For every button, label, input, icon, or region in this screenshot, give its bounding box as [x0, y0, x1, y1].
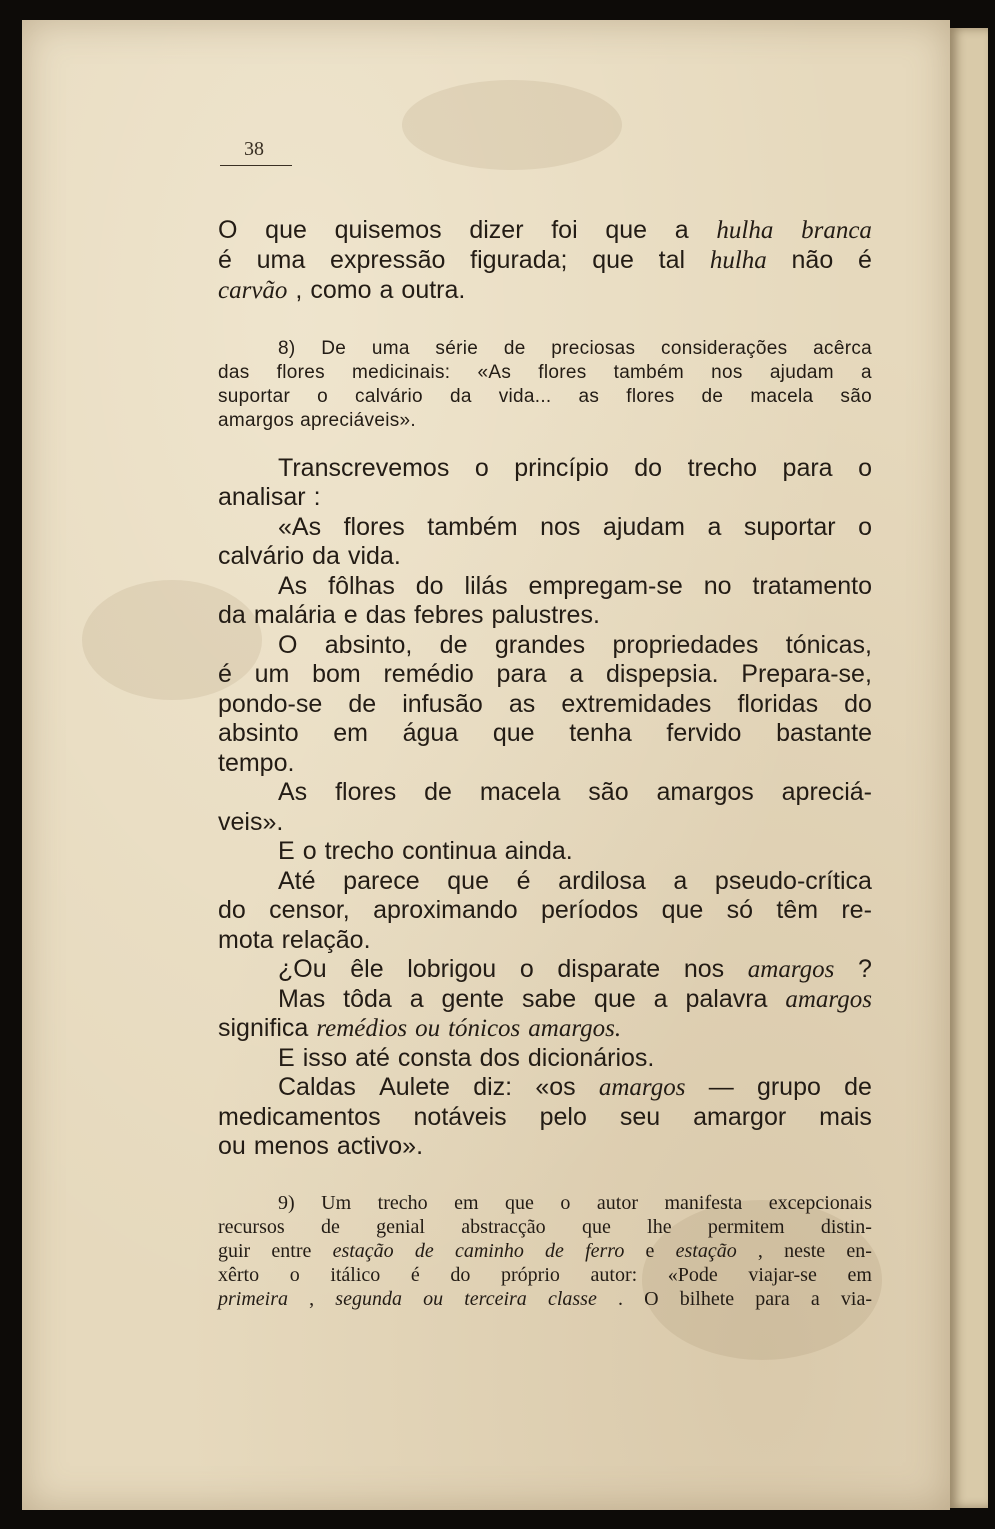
text-line [218, 216, 872, 245]
word: hulha [709, 247, 767, 274]
word: Até [278, 867, 316, 895]
word: o [519, 955, 534, 983]
word: en- [846, 1240, 872, 1262]
word: , [309, 1288, 315, 1310]
word: parece [343, 867, 420, 895]
word: do [844, 690, 872, 718]
word: amargor [693, 1103, 787, 1131]
word: , [295, 276, 303, 304]
word: relação. [281, 926, 371, 954]
word: de [701, 386, 724, 407]
word: — [708, 1073, 734, 1101]
word: de [320, 1216, 340, 1238]
word: flores [276, 362, 325, 383]
word: um [254, 660, 290, 688]
text-line [218, 808, 872, 837]
word: hulha [716, 217, 774, 244]
word: mais [819, 1103, 872, 1131]
word: apreciá- [781, 778, 872, 806]
word: lhe [647, 1216, 672, 1238]
word: veis». [218, 808, 284, 836]
word: de [348, 690, 377, 718]
word: excepcionais [768, 1192, 872, 1214]
word: distin- [820, 1216, 872, 1238]
word: tal [658, 246, 686, 274]
text-line [278, 513, 872, 542]
word: de [424, 778, 452, 806]
text-line [278, 1044, 872, 1073]
word: fervido [666, 719, 742, 747]
word: trecho [377, 1192, 428, 1214]
word: trecho [324, 837, 395, 865]
word: dispepsia. [605, 660, 719, 688]
word: genial [376, 1216, 425, 1238]
text-line [278, 837, 872, 866]
word: no [703, 572, 732, 600]
text-line [218, 386, 872, 408]
word: viajar-se [748, 1264, 817, 1286]
word: re- [841, 896, 872, 924]
word: . [617, 1288, 623, 1310]
word: macela [479, 778, 561, 806]
word: seu [619, 1103, 661, 1131]
word: bastante [776, 719, 872, 747]
word: expressão [330, 246, 446, 274]
word: amargos [747, 956, 835, 983]
word: o [858, 454, 872, 482]
word: segunda [335, 1288, 402, 1310]
text-line [278, 572, 872, 601]
word: ou [415, 1015, 441, 1042]
word: febres [414, 601, 484, 629]
word: calvário [355, 386, 423, 407]
word: tratamento [752, 572, 872, 600]
word: amargos [218, 410, 295, 431]
word: floridas [737, 690, 819, 718]
word: que [661, 896, 704, 924]
word: amargos. [528, 1015, 622, 1042]
word: série [435, 338, 479, 359]
word: branca [801, 217, 872, 244]
word: autor: [590, 1264, 638, 1286]
word: a [379, 276, 394, 304]
word: e [645, 1240, 655, 1262]
word: analisar [218, 483, 306, 511]
word: via- [840, 1288, 872, 1310]
word: mota [218, 926, 274, 954]
word: são [588, 778, 629, 806]
text-line [218, 483, 872, 512]
text-line [218, 410, 872, 432]
word: consta [397, 1044, 472, 1072]
word: para [782, 454, 833, 482]
text-line [218, 1264, 872, 1287]
text-line [278, 454, 872, 483]
word: «os [535, 1073, 576, 1101]
word: : [313, 483, 321, 511]
word: aproximando [373, 896, 518, 924]
word: estação [332, 1240, 394, 1262]
word: a [861, 362, 872, 383]
word: nos [683, 955, 725, 983]
page-number: 38 [244, 138, 264, 160]
text-line [218, 1103, 872, 1132]
word: a [707, 513, 722, 541]
word: notáveis [413, 1103, 507, 1131]
word: tónicos [448, 1015, 521, 1042]
text-line [218, 926, 872, 955]
word: princípio [514, 454, 609, 482]
text-line [278, 338, 872, 360]
text-line [278, 985, 872, 1014]
word: Transcrevemos [278, 454, 450, 482]
word: são [840, 386, 872, 407]
word: primeira [218, 1288, 288, 1310]
text-line [218, 1132, 872, 1161]
word: o [560, 1192, 571, 1214]
word: absinto, [324, 631, 413, 659]
word: em [847, 1264, 872, 1286]
word: é [516, 867, 531, 895]
text-line [218, 601, 872, 630]
word: estação [675, 1240, 737, 1262]
word: figurada; [470, 246, 568, 274]
word: malária [253, 601, 336, 629]
text-line [218, 749, 872, 778]
word: O [278, 631, 298, 659]
word: da [449, 386, 472, 407]
word: flores [626, 386, 675, 407]
word: extremidades [561, 690, 712, 718]
word: De [321, 338, 347, 359]
word: nos [540, 513, 581, 541]
word: para [755, 1288, 790, 1310]
word: só [726, 896, 754, 924]
word: caminho [454, 1240, 524, 1262]
word: e [343, 601, 358, 629]
word: tenha [569, 719, 632, 747]
word: terceira [464, 1288, 527, 1310]
word: ou [423, 1288, 444, 1310]
word: a [674, 216, 689, 244]
word: suportar [743, 513, 836, 541]
text-line [218, 1216, 872, 1239]
word: bilhete [679, 1288, 735, 1310]
word: de [439, 631, 468, 659]
word: a [409, 985, 424, 1013]
word: neste [784, 1240, 826, 1262]
word: amargos [785, 986, 872, 1013]
word: grandes [494, 631, 586, 659]
word: carvão [218, 277, 288, 304]
word: de [545, 1240, 564, 1262]
paper-stain [402, 80, 622, 170]
word: quisemos [334, 216, 442, 244]
word: como [310, 276, 372, 304]
word: que [605, 216, 648, 244]
word: a [673, 867, 688, 895]
word: infusão [402, 690, 483, 718]
word: censor, [269, 896, 350, 924]
word: preciosas [551, 338, 636, 359]
word: macela [750, 386, 814, 407]
word: Aulete [379, 1073, 450, 1101]
word: remédios [316, 1015, 408, 1042]
word: grupo [756, 1073, 821, 1101]
word: Prepara-se, [741, 660, 872, 688]
word: propriedades [612, 631, 759, 659]
word: manifesta [664, 1192, 743, 1214]
word: também [613, 362, 685, 383]
word: Um [321, 1192, 352, 1214]
word: palavra [685, 985, 768, 1013]
word: que [505, 1192, 534, 1214]
word: uma [256, 246, 306, 274]
word: remédio [383, 660, 474, 688]
word: amargos [656, 778, 754, 806]
word: outra. [401, 276, 466, 304]
word: tónicas, [785, 631, 872, 659]
word: próprio [501, 1264, 560, 1286]
text-line [218, 896, 872, 925]
text-line [218, 1240, 872, 1263]
word: do [415, 572, 444, 600]
word: de [503, 338, 526, 359]
word: não [791, 246, 834, 274]
word: também [427, 513, 518, 541]
word: períodos [540, 896, 639, 924]
word: que [265, 216, 307, 244]
word: pondo-se [218, 690, 323, 718]
word: As [278, 778, 308, 806]
word: do [450, 1264, 471, 1286]
text-line [278, 778, 872, 807]
word: em [454, 1192, 479, 1214]
word: xêrto [218, 1264, 260, 1286]
word: da [312, 542, 340, 570]
word: isso [302, 1044, 348, 1072]
word: pelo [539, 1103, 587, 1131]
word: Caldas [278, 1073, 356, 1101]
text-line [278, 955, 872, 984]
text-line [218, 1014, 872, 1043]
word: flores [335, 778, 397, 806]
word: o [317, 386, 329, 407]
word: «As [278, 513, 322, 541]
word: suportar [218, 386, 291, 407]
word: é [858, 246, 872, 274]
word: considerações [661, 338, 788, 359]
word: a [653, 985, 668, 1013]
word: dizer [469, 216, 524, 244]
word: abstracção [461, 1216, 546, 1238]
text-line [218, 362, 872, 384]
word: ¿Ou [278, 955, 327, 983]
word: activo». [336, 1132, 424, 1160]
word: do [218, 896, 246, 924]
word: dicionários. [527, 1044, 655, 1072]
word: autor [596, 1192, 638, 1214]
word: das [365, 601, 407, 629]
word: flores [538, 362, 587, 383]
word: o [302, 837, 317, 865]
word: flores [343, 513, 405, 541]
word: de [414, 1240, 434, 1262]
word: lobrigou [407, 955, 497, 983]
word: acêrca [813, 338, 872, 359]
word: têm [776, 896, 819, 924]
text-line [278, 1192, 872, 1215]
word: o [858, 513, 872, 541]
word: de [844, 1073, 872, 1101]
word: medicamentos [218, 1103, 381, 1131]
word: foi [551, 216, 578, 244]
word: fôlhas [328, 572, 395, 600]
word: O [218, 216, 238, 244]
word: água [402, 719, 459, 747]
word: a [810, 1288, 820, 1310]
word: menos [253, 1132, 329, 1160]
text-line [218, 719, 872, 748]
word: é [218, 246, 232, 274]
word: do [634, 454, 663, 482]
word: apreciáveis». [300, 410, 416, 431]
word: o [474, 454, 489, 482]
word: palustres. [491, 601, 600, 629]
word: que [592, 246, 634, 274]
text-line [218, 276, 872, 305]
word: é [410, 1264, 420, 1286]
word: E [278, 837, 295, 865]
word: permitem [707, 1216, 785, 1238]
word: em [333, 719, 368, 747]
word: gente [441, 985, 505, 1013]
word: entre [271, 1240, 312, 1262]
word: que [492, 719, 535, 747]
word: significa [218, 1014, 309, 1042]
word: ? [858, 955, 872, 983]
word: da [218, 601, 246, 629]
word: «Pode [667, 1264, 718, 1286]
word: absinto [218, 719, 299, 747]
word: as [508, 690, 536, 718]
word: guir [218, 1240, 251, 1262]
word: lilás [464, 572, 508, 600]
word: continua [402, 837, 497, 865]
word: ajudam [602, 513, 685, 541]
word: bom [312, 660, 361, 688]
word: recursos [218, 1216, 285, 1238]
word: empregam-se [528, 572, 683, 600]
word: tempo. [218, 749, 295, 777]
word: das [218, 362, 250, 383]
word: ajudam [769, 362, 834, 383]
word: itálico [330, 1264, 381, 1286]
word: ferro [585, 1240, 625, 1262]
word: ou [218, 1132, 246, 1160]
text-line [218, 1288, 872, 1311]
word: vida. [347, 542, 401, 570]
word: que [581, 1216, 611, 1238]
word: até [355, 1044, 390, 1072]
word: vida... [498, 386, 552, 407]
text-line [278, 867, 872, 896]
word: sabe [521, 985, 577, 1013]
word: que [594, 985, 636, 1013]
word: 8) [278, 338, 296, 359]
text-line [218, 690, 872, 719]
word: O [644, 1288, 659, 1310]
text-line [218, 542, 872, 571]
word: calvário [218, 542, 305, 570]
word: tôda [343, 985, 392, 1013]
page-number-rule [220, 165, 292, 166]
word: 9) [278, 1192, 295, 1214]
word: diz: [473, 1073, 513, 1101]
word: medicinais: [352, 362, 451, 383]
word: nos [711, 362, 743, 383]
word: o [289, 1264, 300, 1286]
word: as [578, 386, 600, 407]
word: dos [479, 1044, 520, 1072]
word: ainda. [504, 837, 573, 865]
word: As [278, 572, 308, 600]
word: pseudo-crítica [714, 867, 872, 895]
text-line [218, 246, 872, 275]
word: , [757, 1240, 763, 1262]
word: a [569, 660, 584, 688]
word: para [496, 660, 547, 688]
text-line [218, 660, 872, 689]
word: uma [371, 338, 410, 359]
adjacent-page-edge [950, 28, 988, 1508]
word: disparate [557, 955, 661, 983]
word: E [278, 1044, 295, 1072]
word: trecho [687, 454, 758, 482]
word: ardilosa [558, 867, 646, 895]
word: êle [350, 955, 384, 983]
word: amargos [598, 1074, 686, 1101]
text-line [278, 631, 872, 660]
word: é [218, 660, 232, 688]
word: classe [547, 1288, 597, 1310]
word: que [447, 867, 489, 895]
word: «As [477, 362, 512, 383]
text-line [278, 1073, 872, 1102]
word: Mas [278, 985, 326, 1013]
